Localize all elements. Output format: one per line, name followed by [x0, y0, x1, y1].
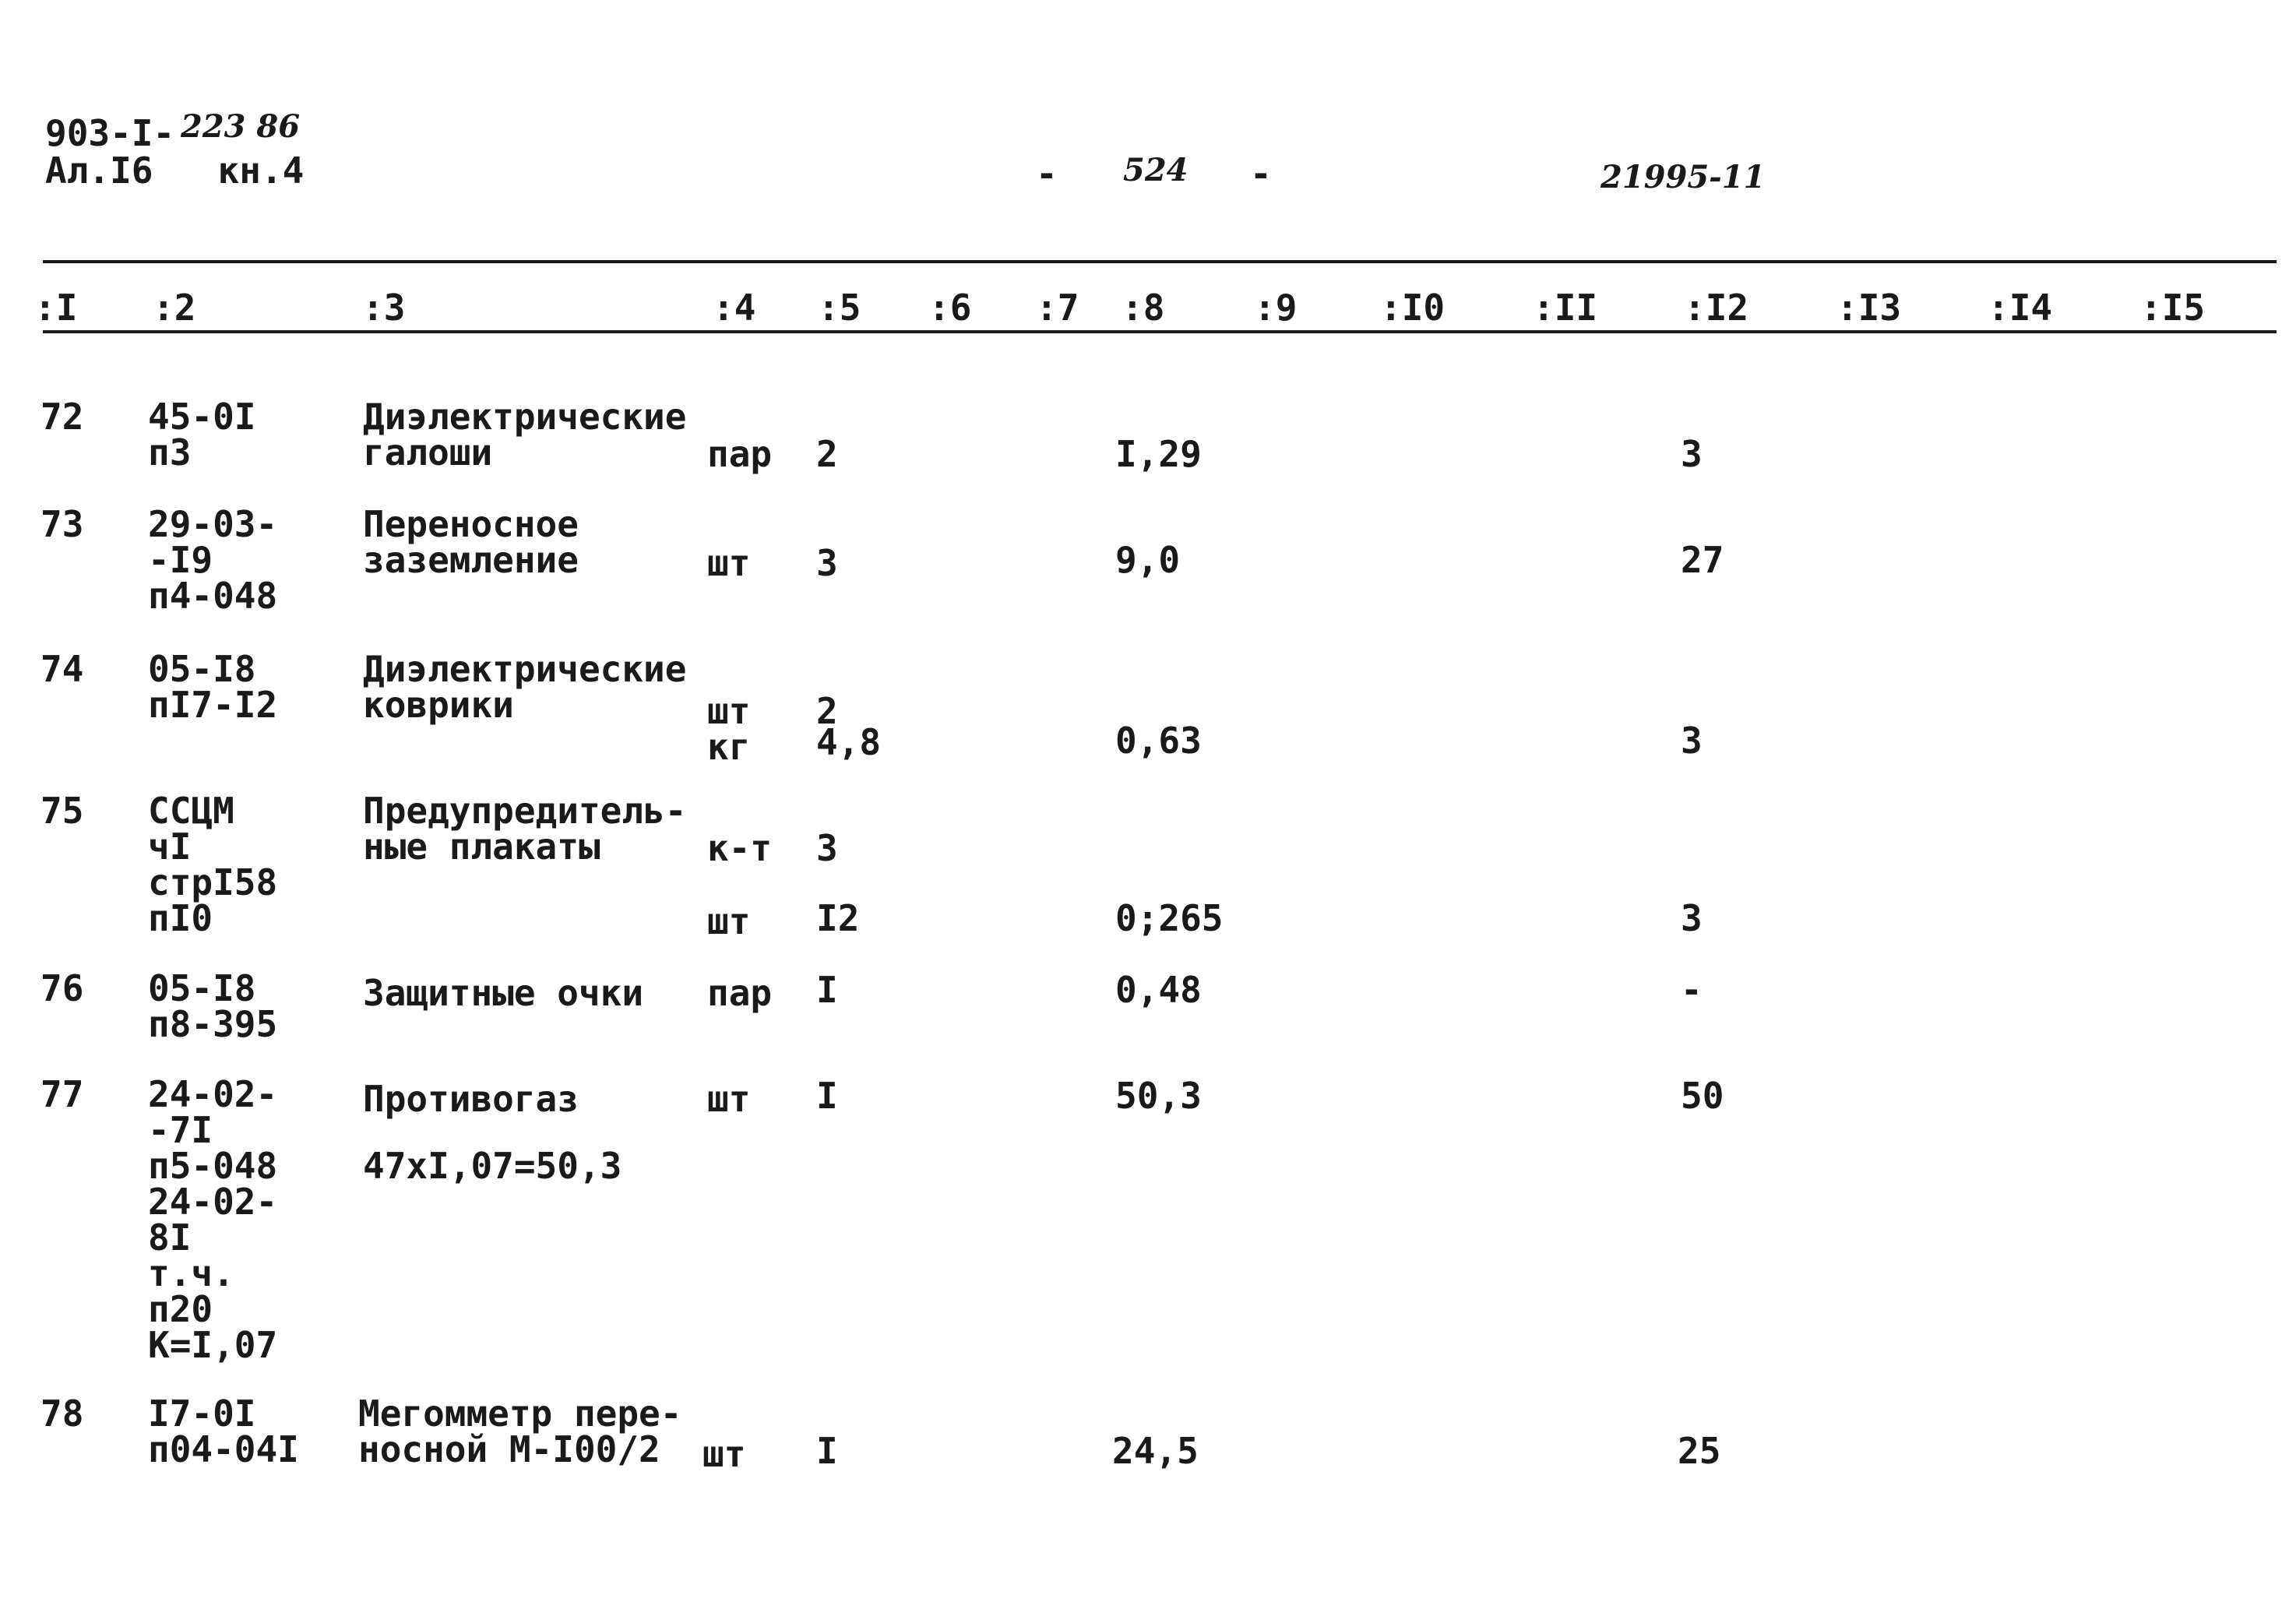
norm-code: п4-048	[148, 575, 278, 617]
column-8-value: 50,3	[1115, 1075, 1202, 1117]
quantity: I	[816, 1430, 838, 1472]
unit: к-т	[707, 827, 773, 869]
column-header-15: :I5	[2140, 287, 2206, 329]
row-number: 76	[40, 967, 84, 1009]
header-album-line: Ал.I6 кн.4	[45, 150, 305, 192]
column-12-value: 50	[1681, 1075, 1724, 1117]
norm-code: 8I	[148, 1216, 192, 1259]
column-8-value: I,29	[1115, 433, 1202, 475]
unit: шт	[707, 690, 751, 732]
item-name: носной М-I00/2	[358, 1428, 660, 1470]
norm-code: стрI58	[148, 861, 278, 903]
row-number: 74	[40, 648, 84, 690]
unit: пар	[707, 433, 773, 475]
item-name: Диэлектрические	[363, 648, 687, 690]
column-8-value: 0;265	[1115, 897, 1224, 939]
row-number: 72	[40, 396, 84, 438]
unit: шт	[707, 900, 751, 942]
column-header-7: :7	[1036, 287, 1079, 329]
column-header-12: :I2	[1684, 287, 1749, 329]
column-header-8: :8	[1122, 287, 1165, 329]
norm-code: п5-048	[148, 1145, 278, 1187]
norm-code: -I9	[148, 539, 213, 581]
column-header-13: :I3	[1836, 287, 1902, 329]
item-name: Предупредитель-	[363, 790, 687, 832]
column-8-value: 9,0	[1115, 539, 1181, 581]
item-name: галоши	[363, 431, 493, 474]
norm-code: т.ч.	[148, 1252, 234, 1294]
page-number: 524	[1123, 152, 1188, 188]
column-header-1: :I	[34, 287, 78, 329]
quantity: 3	[816, 542, 838, 584]
row-number: 73	[40, 503, 84, 545]
column-8-value: 24,5	[1112, 1430, 1199, 1472]
column-12-value: -	[1681, 969, 1703, 1011]
quantity: I	[816, 1075, 838, 1117]
unit: шт	[703, 1433, 746, 1475]
norm-code: 24-02-	[148, 1073, 278, 1115]
norm-code: п8-395	[148, 1003, 278, 1045]
norm-code: I7-0I	[148, 1393, 256, 1435]
norm-code: 29-03-	[148, 503, 278, 545]
page-dash-left: -	[1036, 153, 1058, 195]
quantity: 2	[816, 433, 838, 475]
column-8-value: 0,63	[1115, 720, 1202, 762]
doc-number: 21995-11	[1601, 159, 1766, 195]
column-header-5: :5	[818, 287, 861, 329]
header-code-prefix: 903-I-	[45, 112, 175, 154]
column-header-14: :I4	[1988, 287, 2053, 329]
page-dash-right: -	[1250, 153, 1272, 195]
row-number: 77	[40, 1073, 84, 1115]
unit: шт	[707, 1078, 751, 1120]
column-12-value: 27	[1681, 539, 1724, 581]
item-name: Мегомметр пере-	[358, 1393, 682, 1435]
item-formula: 47хI,07=50,3	[363, 1145, 622, 1187]
column-header-11: :II	[1533, 287, 1598, 329]
unit: пар	[707, 972, 773, 1014]
column-12-value: 25	[1678, 1430, 1721, 1472]
item-name: заземление	[363, 539, 579, 581]
norm-code: пI7-I2	[148, 684, 278, 726]
unit: шт	[707, 542, 751, 584]
item-name: Диэлектрические	[363, 396, 687, 438]
item-name: ные плакаты	[363, 826, 600, 868]
norm-code: пI0	[148, 897, 213, 939]
item-name: коврики	[363, 684, 514, 726]
norm-code: п04-04I	[148, 1428, 299, 1470]
column-8-value: 0,48	[1115, 969, 1202, 1011]
header-rule-top	[43, 260, 2277, 263]
quantity: I	[816, 969, 838, 1011]
column-12-value: 3	[1681, 897, 1703, 939]
norm-code: п3	[148, 431, 192, 474]
norm-code: чI	[148, 826, 192, 868]
row-number: 75	[40, 790, 84, 832]
column-header-2: :2	[153, 287, 196, 329]
quantity: 3	[816, 827, 838, 869]
column-header-4: :4	[713, 287, 756, 329]
quantity: I2	[816, 897, 860, 939]
item-name: Противогаз	[363, 1078, 579, 1120]
column-header-10: :I0	[1380, 287, 1446, 329]
norm-code: 05-I8	[148, 648, 256, 690]
quantity: 4,8	[816, 721, 882, 763]
quantity: 2	[816, 690, 838, 732]
column-12-value: 3	[1681, 720, 1703, 762]
norm-code: 05-I8	[148, 967, 256, 1009]
norm-code: 45-0I	[148, 396, 256, 438]
column-12-value: 3	[1681, 433, 1703, 475]
row-number: 78	[40, 1393, 84, 1435]
column-header-9: :9	[1254, 287, 1298, 329]
header-rule-bottom	[43, 330, 2277, 333]
header-code-handwritten: 223 86	[181, 108, 301, 145]
norm-code: п20	[148, 1288, 213, 1330]
norm-code: -7I	[148, 1109, 213, 1151]
item-name: Переносное	[363, 503, 579, 545]
norm-code: 24-02-	[148, 1181, 278, 1223]
item-name: Защитные очки	[363, 972, 644, 1014]
norm-code: К=I,07	[148, 1324, 278, 1366]
norm-code: ССЦМ	[148, 790, 234, 832]
unit: кг	[707, 726, 751, 768]
column-header-6: :6	[928, 287, 972, 329]
column-header-3: :3	[362, 287, 406, 329]
